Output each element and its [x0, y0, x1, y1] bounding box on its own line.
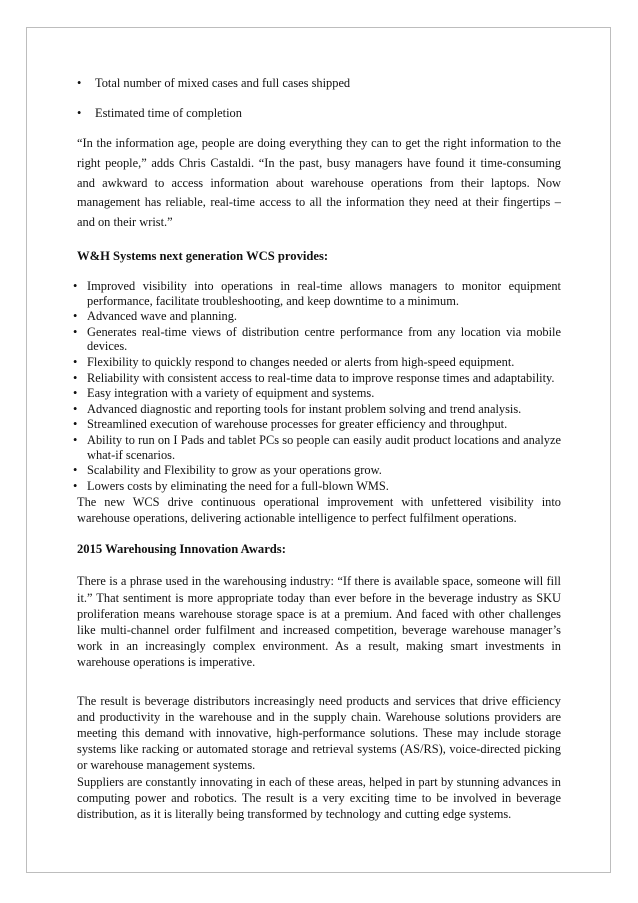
- list-item: • Flexibility to quickly respond to changes needed or alerts from high-speed equipment.: [73, 355, 561, 370]
- document-body: [77, 74, 561, 822]
- wcs-heading: W&H Systems next generation WCS provides:: [77, 248, 329, 263]
- list-item: • Advanced wave and planning.: [73, 309, 561, 324]
- awards-paragraph-2: The result is beverage distributors increasingly need products and services that drive efficiency and productivity in the warehouse and in the supply chain. Warehouse solutions providers are meeting this demand with innovative, high-performance solutions. These may include storage systems like racking or automated storage and retrieval systems (AS/RS), voice-directed picking or warehouse management systems.: [77, 693, 561, 773]
- awards-paragraph-1: There is a phrase used in the warehousing industry: “If there is available space, someone will fill it.” That sentiment is more appropriate today than ever before in the beverage industry as SKU proliferation means warehouse storage space is at a premium. And faced with other challenges like multi-channel order fulfilment and increased competition, beverage warehouse manager’s work in an increasingly complex environment. As a result, making smart investments in warehouse operations is imperative.: [77, 574, 561, 670]
- intro-bullet-list: [77, 74, 561, 122]
- list-item: • Streamlined execution of warehouse processes for greater efficiency and throughput.: [73, 417, 561, 432]
- list-item: • Reliability with consistent access to real-time data to improve response times and adaptability.: [73, 371, 561, 386]
- list-item: • Ability to run on I Pads and tablet PCs so people can easily audit product locations and analyze what-if scenarios.: [73, 433, 561, 462]
- awards-heading: 2015 Warehousing Innovation Awards:: [77, 542, 286, 557]
- awards-paragraph-3: Suppliers are constantly innovating in each of these areas, helped in part by stunning advances in computing power and robotics. The result is a very exciting time to be involved in beverage distribution, as it is literally being transformed by technology and cutting edge systems.: [77, 774, 561, 821]
- list-item: • Generates real-time views of distribution centre performance from any location via mobile devices.: [73, 325, 561, 354]
- list-item: • Advanced diagnostic and reporting tools for instant problem solving and trend analysis.: [73, 402, 561, 417]
- quote-paragraph: “In the information age, people are doing everything they can to get the right information to the right people,” adds Chris Castaldi. “In the past, busy managers have found it time-consuming and awkward to access information about warehouse operations from their laptops. Now management has reliable, real-time access to all the information they need at their fingertips – and on their wrist.”: [77, 136, 561, 230]
- list-item: • Improved visibility into operations in real-time allows managers to monitor equipment performance, facilitate troubleshooting, and keep downtime to a minimum.: [73, 279, 561, 308]
- wcs-summary-paragraph: The new WCS drive continuous operational improvement with unfettered visibility into warehouse operations, delivering actionable intelligence to perfect fulfilment operations.: [77, 495, 561, 526]
- list-item: • Total number of mixed cases and full cases shipped: [77, 74, 561, 92]
- list-item: • Lowers costs by eliminating the need for a full-blown WMS.: [73, 479, 561, 494]
- list-item: • Estimated time of completion: [77, 104, 561, 122]
- wcs-feature-list: [77, 279, 561, 493]
- list-item: • Scalability and Flexibility to grow as your operations grow.: [73, 463, 561, 478]
- list-item: • Easy integration with a variety of equipment and systems.: [73, 386, 561, 401]
